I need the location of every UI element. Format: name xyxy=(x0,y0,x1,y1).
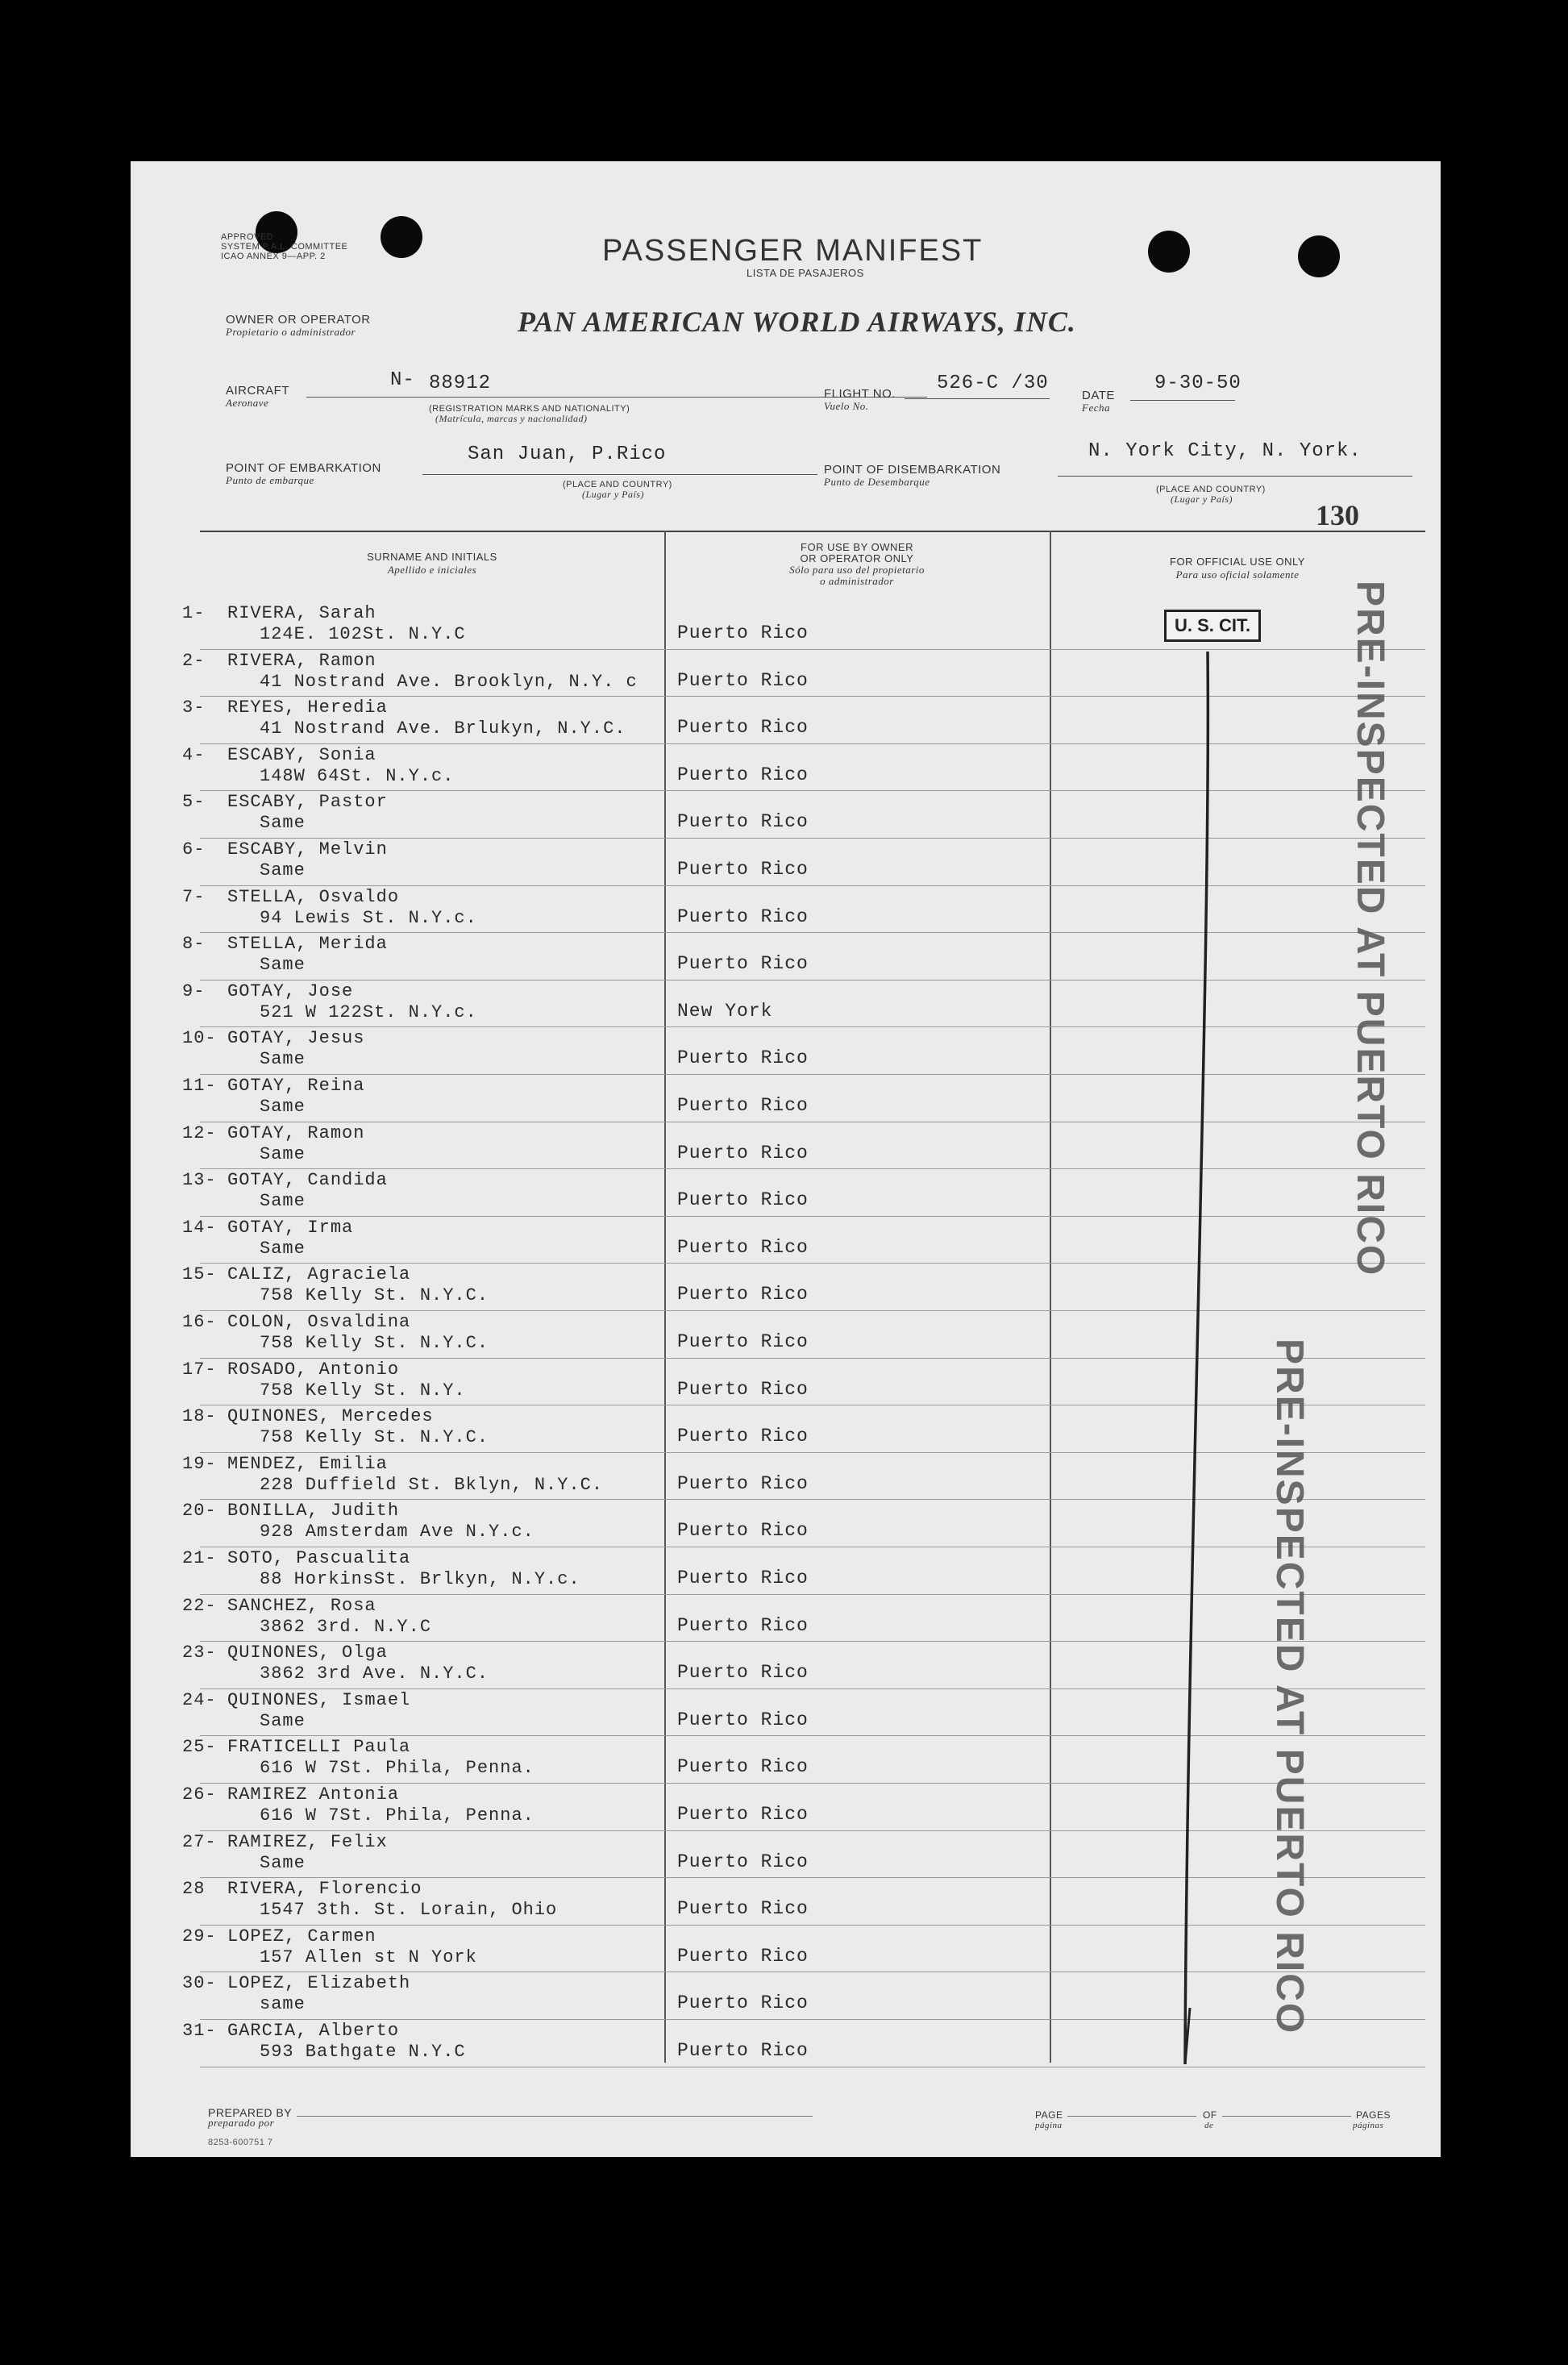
passenger-address: Same xyxy=(260,1852,306,1873)
passenger-number: 12- xyxy=(182,1122,217,1143)
passenger-number: 16- xyxy=(182,1312,217,1332)
passenger-number: 23- xyxy=(182,1643,217,1663)
row-rule xyxy=(200,1688,1425,1689)
punch-hole xyxy=(1298,235,1340,277)
row-rule xyxy=(200,1877,1425,1878)
passenger-name: ESCABY, Sonia xyxy=(227,744,376,765)
passenger-address: Same xyxy=(260,1191,306,1212)
pages-underline xyxy=(1222,2116,1351,2117)
passenger-address: 593 Bathgate N.Y.C xyxy=(260,2042,466,2062)
passenger-name: COLON, Osvaldina xyxy=(227,1312,411,1332)
passenger-address: 94 Lewis St. N.Y.c. xyxy=(260,907,477,928)
flight-label: FLIGHT NO. xyxy=(824,387,896,401)
row-rule xyxy=(200,885,1425,886)
form-number: 8253-600751 7 xyxy=(208,2138,273,2147)
passenger-name: QUINONES, Mercedes xyxy=(227,1406,434,1427)
passenger-origin: Puerto Rico xyxy=(677,1331,809,1352)
passenger-number: 25- xyxy=(182,1737,217,1758)
column-header-operator xyxy=(664,542,1050,587)
prepared-by-label-es: preparado por xyxy=(208,2117,275,2129)
row-rule xyxy=(200,1499,1425,1500)
row-rule xyxy=(200,1641,1425,1642)
passenger-name: RIVERA, Florencio xyxy=(227,1879,422,1900)
owner-label-es: Propietario o administrador xyxy=(226,326,356,338)
disembarkation-point: N. York City, N. York. xyxy=(1088,440,1362,462)
flight-date: 9-30-50 xyxy=(1154,373,1242,394)
passenger-origin: Puerto Rico xyxy=(677,1189,809,1211)
passenger-name: SOTO, Pascualita xyxy=(227,1548,411,1568)
passenger-origin: Puerto Rico xyxy=(677,1709,809,1730)
column-header-operator-es: o administrador xyxy=(820,575,894,587)
passenger-name: QUINONES, Ismael xyxy=(227,1689,411,1710)
airline-name: PAN AMERICAN WORLD AIRWAYS, INC. xyxy=(518,306,1076,338)
passenger-origin: Puerto Rico xyxy=(677,1662,809,1684)
passenger-name: STELLA, Osvaldo xyxy=(227,886,400,907)
passenger-number: 4- xyxy=(182,744,206,765)
passenger-name: RIVERA, Sarah xyxy=(227,603,376,623)
prepared-by-label: PREPARED BY xyxy=(208,2106,293,2119)
passenger-name: GOTAY, Jesus xyxy=(227,1028,365,1049)
passenger-name: SANCHEZ, Rosa xyxy=(227,1595,376,1616)
page-label: PAGE xyxy=(1035,2109,1063,2121)
row-rule xyxy=(200,696,1425,697)
column-header-operator-line: FOR USE BY OWNER xyxy=(801,541,913,553)
passenger-origin: Puerto Rico xyxy=(677,2040,809,2061)
aircraft-registration: 88912 xyxy=(429,373,492,394)
passenger-number: 28 xyxy=(182,1879,206,1900)
row-rule xyxy=(200,1310,1425,1311)
passenger-name: LOPEZ, Carmen xyxy=(227,1926,376,1947)
passenger-origin: Puerto Rico xyxy=(677,1756,809,1778)
flight-number: 526-C /30 xyxy=(937,373,1049,394)
passenger-origin: Puerto Rico xyxy=(677,1426,809,1447)
passenger-number: 2- xyxy=(182,650,206,671)
punch-hole xyxy=(381,216,422,258)
passenger-name: LOPEZ, Elizabeth xyxy=(227,1973,411,1994)
column-header-surname: SURNAME AND INITIALS xyxy=(367,551,497,563)
passenger-number: 27- xyxy=(182,1831,217,1852)
column-header-operator-line: OR OPERATOR ONLY xyxy=(800,552,914,564)
disembarkation-underline xyxy=(1058,476,1412,477)
passenger-number: 20- xyxy=(182,1501,217,1522)
column-header-official-es: Para uso oficial solamente xyxy=(1175,568,1300,581)
row-rule xyxy=(200,1830,1425,1831)
embarkation-point: San Juan, P.Rico xyxy=(468,443,667,465)
passenger-address: 758 Kelly St. N.Y.C. xyxy=(260,1333,489,1353)
passenger-address: 758 Kelly St. N.Y.C. xyxy=(260,1427,489,1448)
passenger-address: 41 Nostrand Ave. Brlukyn, N.Y.C. xyxy=(260,718,626,739)
embarkation-caption: (PLACE AND COUNTRY) xyxy=(563,480,672,489)
punch-hole xyxy=(1148,231,1190,273)
passenger-address: 228 Duffield St. Bklyn, N.Y.C. xyxy=(260,1474,604,1495)
disembarkation-caption: (PLACE AND COUNTRY) xyxy=(1156,485,1266,494)
passenger-number: 14- xyxy=(182,1217,217,1238)
passenger-number: 11- xyxy=(182,1076,217,1096)
page-title: PASSENGER MANIFEST xyxy=(602,234,984,268)
column-divider xyxy=(664,531,666,2063)
passenger-name: RIVERA, Ramon xyxy=(227,650,376,671)
passenger-origin: Puerto Rico xyxy=(677,1142,809,1164)
passenger-name: ESCABY, Melvin xyxy=(227,839,388,860)
approved-line: SYSTEM P.A.L. COMMITTEE xyxy=(221,242,348,252)
passenger-name: ESCABY, Pastor xyxy=(227,792,388,813)
passenger-number: 30- xyxy=(182,1973,217,1994)
flight-label-es: Vuelo No. xyxy=(824,400,869,412)
passenger-number: 15- xyxy=(182,1264,217,1285)
passenger-origin: Puerto Rico xyxy=(677,1236,809,1258)
passenger-name: GOTAY, Reina xyxy=(227,1076,365,1096)
passenger-number: 19- xyxy=(182,1453,217,1474)
passenger-origin: Puerto Rico xyxy=(677,1047,809,1069)
passenger-origin: New York xyxy=(677,1000,773,1022)
passenger-address: 758 Kelly St. N.Y. xyxy=(260,1380,466,1401)
sheet-number: 130 xyxy=(1316,499,1359,531)
row-rule xyxy=(200,980,1425,981)
passenger-number: 5- xyxy=(182,792,206,813)
owner-label: OWNER OR OPERATOR xyxy=(226,313,371,327)
row-rule xyxy=(200,1216,1425,1217)
of-label-es: de xyxy=(1204,2121,1214,2130)
passenger-address: Same xyxy=(260,955,306,976)
passenger-number: 24- xyxy=(182,1689,217,1710)
passenger-name: MENDEZ, Emilia xyxy=(227,1453,388,1474)
preinspection-stamp: PRE-INSPECTED AT PUERTO RICO xyxy=(1268,1339,1311,2035)
passenger-address: Same xyxy=(260,860,306,881)
passenger-address: Same xyxy=(260,813,306,834)
passenger-name: GOTAY, Irma xyxy=(227,1217,354,1238)
row-rule xyxy=(200,1026,1425,1027)
passenger-origin: Puerto Rico xyxy=(677,717,809,739)
passenger-address: 124E. 102St. N.Y.C xyxy=(260,624,466,644)
passenger-origin: Puerto Rico xyxy=(677,1284,809,1305)
passenger-name: REYES, Heredia xyxy=(227,697,388,718)
passenger-address: Same xyxy=(260,1238,306,1259)
approved-line: APPROVED xyxy=(221,232,274,242)
passenger-address: 616 W 7St. Phila, Penna. xyxy=(260,1758,534,1779)
passenger-name: BONILLA, Judith xyxy=(227,1501,400,1522)
passenger-name: STELLA, Merida xyxy=(227,934,388,955)
passenger-address: Same xyxy=(260,1049,306,1070)
passenger-origin: Puerto Rico xyxy=(677,1898,809,1920)
row-rule xyxy=(200,1925,1425,1926)
disembarkation-label-es: Punto de Desembarque xyxy=(824,476,930,488)
passenger-origin: Puerto Rico xyxy=(677,1945,809,1967)
date-label: DATE xyxy=(1082,389,1115,402)
passenger-address: 157 Allen st N York xyxy=(260,1947,477,1967)
row-rule xyxy=(200,1168,1425,1169)
row-rule xyxy=(200,1358,1425,1359)
passenger-origin: Puerto Rico xyxy=(677,811,809,833)
column-header-official: FOR OFFICIAL USE ONLY xyxy=(1170,556,1305,568)
page-subtitle: LISTA DE PASAJEROS xyxy=(747,267,864,279)
passenger-origin: Puerto Rico xyxy=(677,764,809,785)
passenger-name: GOTAY, Ramon xyxy=(227,1122,365,1143)
passenger-origin: Puerto Rico xyxy=(677,1568,809,1588)
passenger-origin: Puerto Rico xyxy=(677,1095,809,1116)
disembarkation-label: POINT OF DISEMBARKATION xyxy=(824,463,1001,477)
approval-block xyxy=(221,232,347,261)
passenger-number: 3- xyxy=(182,697,206,718)
passenger-name: RAMIREZ Antonia xyxy=(227,1784,400,1805)
embarkation-underline xyxy=(422,474,817,475)
passenger-origin: Puerto Rico xyxy=(677,953,809,975)
column-divider xyxy=(1050,531,1051,2063)
passenger-origin: Puerto Rico xyxy=(677,669,809,691)
row-rule xyxy=(200,1594,1425,1595)
row-rule xyxy=(200,649,1425,650)
passenger-number: 31- xyxy=(182,2021,217,2041)
row-rule xyxy=(200,838,1425,839)
passenger-address: Same xyxy=(260,1097,306,1117)
page-underline xyxy=(1067,2116,1196,2117)
row-rule xyxy=(200,1074,1425,1075)
passenger-origin: Puerto Rico xyxy=(677,1992,809,2014)
aircraft-label-es: Aeronave xyxy=(226,397,269,409)
passenger-name: ROSADO, Antonio xyxy=(227,1359,400,1380)
passenger-name: FRATICELLI Paula xyxy=(227,1737,411,1758)
passenger-name: CALIZ, Agraciela xyxy=(227,1264,411,1285)
bracket-line xyxy=(1162,645,1227,2080)
aircraft-label: AIRCRAFT xyxy=(226,384,289,398)
of-label: OF xyxy=(1203,2109,1217,2121)
passenger-origin: Puerto Rico xyxy=(677,622,809,643)
passenger-address: 758 Kelly St. N.Y.C. xyxy=(260,1285,489,1306)
passenger-number: 10- xyxy=(182,1028,217,1049)
passenger-number: 17- xyxy=(182,1359,217,1380)
passenger-name: GARCIA, Alberto xyxy=(227,2021,400,2041)
passenger-origin: Puerto Rico xyxy=(677,1520,809,1542)
passenger-number: 21- xyxy=(182,1548,217,1568)
aircraft-prefix: N- xyxy=(390,369,415,391)
passenger-address: 88 HorkinsSt. Brlkyn, N.Y.c. xyxy=(260,1569,580,1589)
pages-label-es: páginas xyxy=(1353,2121,1384,2130)
table-top-rule xyxy=(200,531,1425,532)
passenger-number: 18- xyxy=(182,1406,217,1427)
date-label-es: Fecha xyxy=(1082,402,1110,414)
passenger-number: 29- xyxy=(182,1926,217,1947)
passenger-address: Same xyxy=(260,1143,306,1164)
passenger-address: 521 W 122St. N.Y.c. xyxy=(260,1001,477,1022)
passenger-address: 148W 64St. N.Y.c. xyxy=(260,765,455,786)
flight-underline xyxy=(905,398,1050,399)
passenger-address: 616 W 7St. Phila, Penna. xyxy=(260,1805,534,1826)
passenger-name: GOTAY, Candida xyxy=(227,1170,388,1191)
embarkation-label: POINT OF EMBARKATION xyxy=(226,461,381,475)
row-rule xyxy=(200,1735,1425,1736)
row-rule xyxy=(200,1783,1425,1784)
disembarkation-caption-es: (Lugar y País) xyxy=(1171,493,1233,505)
approved-line: ICAO ANNEX 9—APP. 2 xyxy=(221,252,326,261)
passenger-name: RAMIREZ, Felix xyxy=(227,1831,388,1852)
passenger-number: 7- xyxy=(182,886,206,907)
passenger-number: 9- xyxy=(182,981,206,1001)
passenger-number: 26- xyxy=(182,1784,217,1805)
passenger-name: GOTAY, Jose xyxy=(227,981,354,1001)
row-rule xyxy=(200,743,1425,744)
passenger-number: 6- xyxy=(182,839,206,860)
column-header-surname-es: Apellido e iniciales xyxy=(387,564,477,576)
passenger-number: 13- xyxy=(182,1170,217,1191)
prepared-by-underline xyxy=(297,2116,813,2117)
passenger-address: Same xyxy=(260,1710,306,1731)
column-header-operator-es: Sólo para uso del propietario xyxy=(789,564,925,576)
passenger-address: 3862 3rd. N.Y.C xyxy=(260,1616,432,1637)
row-rule xyxy=(200,932,1425,933)
passenger-name: QUINONES, Olga xyxy=(227,1643,388,1663)
manifest-sheet xyxy=(131,161,1441,2157)
row-rule xyxy=(200,790,1425,791)
row-rule xyxy=(200,1263,1425,1264)
passenger-origin: Puerto Rico xyxy=(677,1851,809,1872)
passenger-origin: Puerto Rico xyxy=(677,1614,809,1636)
passenger-address: same xyxy=(260,1994,306,2015)
passenger-origin: Puerto Rico xyxy=(677,1378,809,1400)
registration-caption-es: (Matrícula, marcas y nacionalidad) xyxy=(435,413,588,424)
row-rule xyxy=(200,1452,1425,1453)
date-underline xyxy=(1130,400,1235,401)
embarkation-caption-es: (Lugar y País) xyxy=(582,489,644,500)
passenger-address: 1547 3th. St. Lorain, Ohio xyxy=(260,1900,558,1921)
preinspection-stamp: PRE-INSPECTED AT PUERTO RICO xyxy=(1349,581,1391,1277)
passenger-address: 41 Nostrand Ave. Brooklyn, N.Y. c xyxy=(260,671,638,692)
row-rule xyxy=(200,2019,1425,2020)
passenger-origin: Puerto Rico xyxy=(677,1804,809,1825)
embarkation-label-es: Punto de embarque xyxy=(226,474,314,486)
passenger-address: 928 Amsterdam Ave N.Y.c. xyxy=(260,1522,534,1543)
us-citizen-badge: U. S. CIT. xyxy=(1164,610,1261,642)
passenger-origin: Puerto Rico xyxy=(677,859,809,880)
passenger-number: 8- xyxy=(182,934,206,955)
passenger-origin: Puerto Rico xyxy=(677,1472,809,1494)
page-label-es: página xyxy=(1035,2121,1063,2130)
passenger-number: 1- xyxy=(182,603,206,623)
registration-caption: (REGISTRATION MARKS AND NATIONALITY) xyxy=(429,404,630,414)
pages-label: PAGES xyxy=(1356,2109,1391,2121)
passenger-origin: Puerto Rico xyxy=(677,906,809,927)
passenger-number: 22- xyxy=(182,1595,217,1616)
passenger-address: 3862 3rd Ave. N.Y.C. xyxy=(260,1663,489,1684)
